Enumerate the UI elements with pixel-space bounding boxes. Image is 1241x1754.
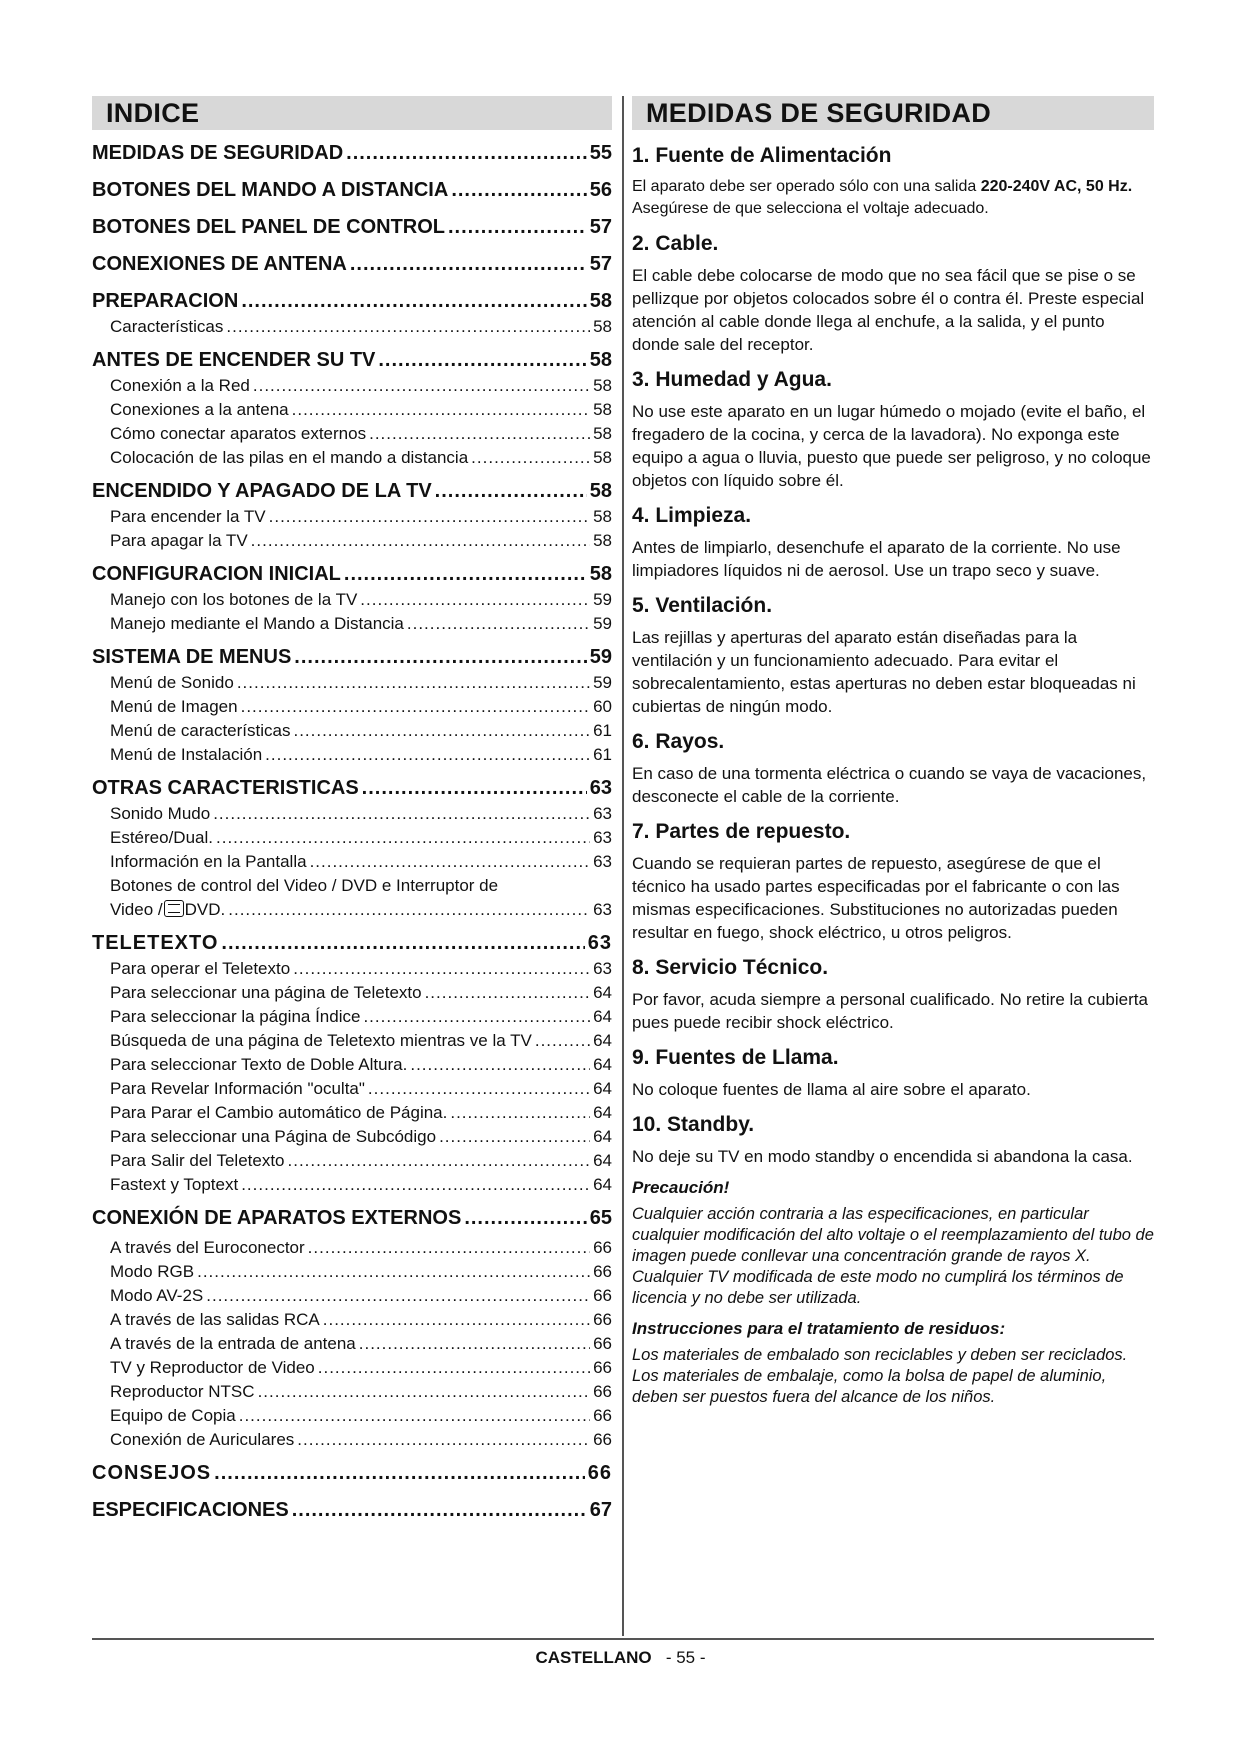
section-text: No coloque fuentes de llama al aire sobre el aparato. [632, 1080, 1031, 1099]
toc-entry: ANTES DE ENCENDER SU TV ..... 58 [92, 349, 612, 372]
section-heading: 5. Ventilación. [632, 594, 773, 617]
teletext-icon [164, 900, 184, 917]
section-text: Antes de limpiarlo, desenchufe el aparato de la corriente. No use limpiadores líquidos ni de aerosol. Use un trapo seco y suave. [632, 538, 1121, 580]
toc-entry: BOTONES DEL MANDO A DISTANCIA ..... 56 [92, 179, 612, 202]
toc-entry: PREPARACION ..... 58 [92, 290, 612, 313]
toc-subentry: Fastext y Toptext ..... 64 [92, 1175, 612, 1195]
toc-entry: BOTONES DEL PANEL DE CONTROL ..... 57 [92, 216, 612, 239]
toc-subentry: Cómo conectar aparatos externos ..... 58 [92, 424, 612, 444]
toc-subentry: Características ..... 58 [92, 317, 612, 337]
footer-language: CASTELLANO [535, 1648, 652, 1667]
toc-entry: CONSEJOS ..... 66 [92, 1462, 612, 1485]
waste-heading: Instrucciones para el tratamiento de residuos: [632, 1319, 1006, 1338]
toc-column [92, 96, 612, 1522]
section-text: No use este aparato en un lugar húmedo o mojado (evite el baño, el fregadero de la cocina, y cerca de la lavadora). No exponga este equipo a agua o lluvia, puesto que puede ser peligroso, y no coloque objetos con líquido sobre él. [632, 402, 1151, 490]
toc-entry: TELETEXTO ..... 63 [92, 932, 612, 955]
section-heading: 4. Limpieza. [632, 504, 752, 527]
toc-subentry: Sonido Mudo ..... 63 [92, 804, 612, 824]
toc-entry: ENCENDIDO Y APAGADO DE LA TV ..... 58 [92, 480, 612, 503]
toc-subentry: Para seleccionar una página de Teletexto ..... 64 [92, 983, 612, 1003]
toc-subentry: A través de la entrada de antena ..... 66 [92, 1334, 612, 1354]
footer-rule [92, 1638, 1154, 1640]
safety-title: MEDIDAS DE SEGURIDAD [632, 96, 1154, 130]
toc-subentry: Conexión de Auriculares ..... 66 [92, 1430, 612, 1450]
toc-entry: ESPECIFICACIONES ..... 67 [92, 1499, 612, 1522]
toc-subentry: Colocación de las pilas en el mando a distancia ..... 58 [92, 448, 612, 468]
section-heading: 2. Cable. [632, 232, 719, 255]
toc-subentry: Información en la Pantalla ..... 63 [92, 852, 612, 872]
toc-subentry: Botones de control del Video / DVD e Interruptor de [110, 876, 499, 895]
toc-title: INDICE [92, 96, 612, 130]
toc-subentry: A través del Euroconector ..... 66 [92, 1238, 612, 1258]
toc-subentry: Para Salir del Teletexto ..... 64 [92, 1151, 612, 1171]
section-text: Las rejillas y aperturas del aparato están diseñadas para la ventilación y un funcionamiento adecuado. Para evitar el sobrecalentamiento, estas aperturas no deben estar bloqueadas ni cubiertas de ningún modo. [632, 628, 1136, 716]
toc-subentry: Conexiones a la antena ..... 58 [92, 400, 612, 420]
toc-entry: SISTEMA DE MENUS ..... 59 [92, 646, 612, 669]
toc-subentry: Video / DVD. ..... 63 [92, 900, 612, 920]
toc-subentry: Menú de características ..... 61 [92, 721, 612, 741]
section-text: No deje su TV en modo standby o encendida si abandona la casa. [632, 1147, 1133, 1166]
toc-subentry: Menú de Instalación ..... 61 [92, 745, 612, 765]
page-footer [0, 1648, 1241, 1668]
toc-subentry: Para apagar la TV ..... 58 [92, 531, 612, 551]
toc-subentry: Modo RGB ..... 66 [92, 1262, 612, 1282]
toc-subentry: Modo AV-2S ..... 66 [92, 1286, 612, 1306]
column-divider [622, 96, 624, 1636]
section-text: El aparato debe ser operado sólo con una salida 220-240V AC, 50 Hz. Asegúrese de que selecciona el voltaje adecuado. [632, 178, 1133, 217]
toc-subentry: Para seleccionar una Página de Subcódigo ..... 64 [92, 1127, 612, 1147]
toc-subentry: Búsqueda de una página de Teletexto mientras ve la TV ..... 64 [92, 1031, 612, 1051]
toc-subentry: Para seleccionar la página Índice ..... 64 [92, 1007, 612, 1027]
toc-subentry: Para seleccionar Texto de Doble Altura. ..... 64 [92, 1055, 612, 1075]
section-text: El cable debe colocarse de modo que no sea fácil que se pise o se pellizque por objetos colocados sobre él o contra él. Preste especial atención al cable donde llega al enchufe, a la salida, y el punto donde sale del receptor. [632, 266, 1145, 354]
section-heading: 1. Fuente de Alimentación [632, 144, 892, 167]
toc-subentry: Menú de Imagen ..... 60 [92, 697, 612, 717]
caution-heading: Precaución! [632, 1178, 730, 1197]
section-text: En caso de una tormenta eléctrica o cuando se vaya de vacaciones, desconecte el cable de la corriente. [632, 764, 1147, 806]
toc-subentry: Estéreo/Dual. ..... 63 [92, 828, 612, 848]
page-number: - 55 - [665, 1648, 706, 1667]
toc-subentry: Manejo mediante el Mando a Distancia ..... 59 [92, 614, 612, 634]
caution-text: Cualquier acción contraria a las especificaciones, en particular cualquier modificación del alto voltaje o el reemplazamiento del tubo de imagen puede conllevar una concentración grande de rayos X. Cualquier TV modificada de este modo no cumplirá los términos de licencia y no debe ser utilizada. [632, 1205, 1154, 1307]
toc-subentry: Reproductor NTSC ..... 66 [92, 1382, 612, 1402]
toc-subentry: Para encender la TV ..... 58 [92, 507, 612, 527]
toc-subentry: A través de las salidas RCA ..... 66 [92, 1310, 612, 1330]
toc-subentry: Equipo de Copia ..... 66 [92, 1406, 612, 1426]
toc-entry: CONEXIONES DE ANTENA ..... 57 [92, 253, 612, 276]
toc-entry: CONEXIÓN DE APARATOS EXTERNOS ..... 65 [92, 1207, 612, 1230]
toc-subentry: Para Revelar Información "oculta" ..... 64 [92, 1079, 612, 1099]
section-heading: 3. Humedad y Agua. [632, 368, 832, 391]
safety-column [632, 96, 1154, 1408]
toc-subentry: Menú de Sonido ..... 59 [92, 673, 612, 693]
section-heading: 7. Partes de repuesto. [632, 820, 851, 843]
section-heading: 9. Fuentes de Llama. [632, 1046, 839, 1069]
toc-subentry: TV y Reproductor de Video ..... 66 [92, 1358, 612, 1378]
waste-text: Los materiales de embalado son reciclables y deben ser reciclados. Los materiales de embalaje, como la bolsa de papel de aluminio, deben ser puestos fuera del alcance de los niños. [632, 1346, 1128, 1406]
toc-subentry: Para operar el Teletexto ..... 63 [92, 959, 612, 979]
section-text: Por favor, acuda siempre a personal cualificado. No retire la cubierta pues puede recibir shock eléctrico. [632, 990, 1148, 1032]
section-heading: 6. Rayos. [632, 730, 725, 753]
toc-subentry: Conexión a la Red ..... 58 [92, 376, 612, 396]
toc-entry: OTRAS CARACTERISTICAS ..... 63 [92, 777, 612, 800]
toc-subentry: Para Parar el Cambio automático de Página. ..... 64 [92, 1103, 612, 1123]
toc-subentry: Manejo con los botones de la TV ..... 59 [92, 590, 612, 610]
section-heading: 10. Standby. [632, 1113, 755, 1136]
section-text: Cuando se requieran partes de repuesto, asegúrese de que el técnico ha usado partes especificadas por el fabricante o con las mismas especificaciones. Substituciones no autorizadas pueden resultar en fuego, shock eléctrico, u otros peligros. [632, 854, 1120, 942]
section-heading: 8. Servicio Técnico. [632, 956, 829, 979]
toc-entry: MEDIDAS DE SEGURIDAD ..... 55 [92, 142, 612, 165]
toc-entry: CONFIGURACION INICIAL ..... 58 [92, 563, 612, 586]
